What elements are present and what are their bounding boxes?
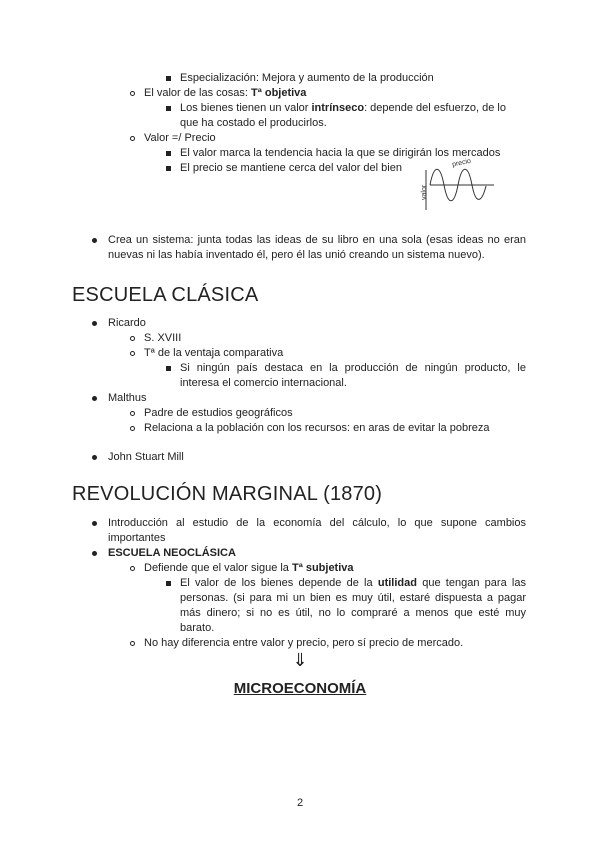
value-price-sketch [412,156,496,216]
list-item-continuation: nuevas ni las había inventado él, pero él las unió creando un sistema nuevo). [108,249,485,261]
list-item: Los bienes tienen un valor intrínseco: depende del esfuerzo, de lo [180,102,506,114]
down-arrow-icon: ⇓ [292,650,308,670]
list-item-continuation: que ha costado el producirlos. [180,117,327,129]
circle-bullet [130,91,135,96]
list-item: Relaciona a la población con los recursos: en aras de evitar la pobreza [144,422,490,434]
list-item: ESCUELA NEOCLÁSICA [108,547,236,559]
disc-bullet [92,551,97,556]
list-item: El valor de las cosas: Tª objetiva [144,87,307,99]
list-item: Defiende que el valor sigue la Tª subjetiva [144,562,354,574]
microeconomia-title: MICROECONOMÍA [233,680,367,697]
list-item: Padre de estudios geográficos [144,407,293,419]
list-item: Ricardo [108,317,146,329]
page-number: 2 [296,797,304,809]
circle-bullet [130,411,135,416]
square-bullet [166,166,171,171]
square-bullet [166,151,171,156]
circle-bullet [130,336,135,341]
circle-bullet [130,566,135,571]
section-heading: ESCUELA CLÁSICA [72,284,259,306]
sketch-label-precio: precio [451,157,472,169]
square-bullet [166,581,171,586]
list-item: El valor marca la tendencia hacia la que se dirigirán los mercados [180,147,501,159]
list-item: Valor =/ Precio [144,132,216,144]
circle-bullet [130,426,135,431]
square-bullet [166,76,171,81]
disc-bullet [92,521,97,526]
list-item: Introducción al estudio de la economía del cálculo, lo que supone cambios [108,517,526,529]
list-item-continuation: barato. [180,622,215,634]
disc-bullet [92,396,97,401]
list-item: S. XVIII [144,332,182,344]
disc-bullet [92,455,97,460]
list-item: El precio se mantiene cerca del valor del bien [180,162,402,174]
circle-bullet [130,351,135,356]
sketch-label-valor: valor [421,184,428,200]
circle-bullet [130,641,135,646]
disc-bullet [92,321,97,326]
list-item: Tª de la ventaja comparativa [144,347,284,359]
square-bullet [166,366,171,371]
circle-bullet [130,136,135,141]
list-item-continuation: personas. (si para mi un bien es muy útil, estaré dispuesta a pagar [180,592,526,604]
square-bullet [166,106,171,111]
disc-bullet [92,238,97,243]
list-item-continuation: más dinero; si no es útil, no lo compraré a menos que esté muy [180,607,526,619]
list-item: Malthus [108,392,147,404]
list-item-continuation: importantes [108,532,166,544]
section-heading: REVOLUCIÓN MARGINAL (1870) [72,483,383,505]
list-item: El valor de los bienes depende de la utilidad que tengan para las [180,577,526,589]
list-item-continuation: interesa el comercio internacional. [180,377,347,389]
list-item: Crea un sistema: junta todas las ideas de su libro en una sola (esas ideas no eran [108,234,526,246]
list-item: Especialización: Mejora y aumento de la producción [180,72,434,84]
list-item: John Stuart Mill [108,451,184,463]
list-item: No hay diferencia entre valor y precio, pero sí precio de mercado. [144,637,464,649]
list-item: Si ningún país destaca en la producción de ningún producto, le [180,362,526,374]
